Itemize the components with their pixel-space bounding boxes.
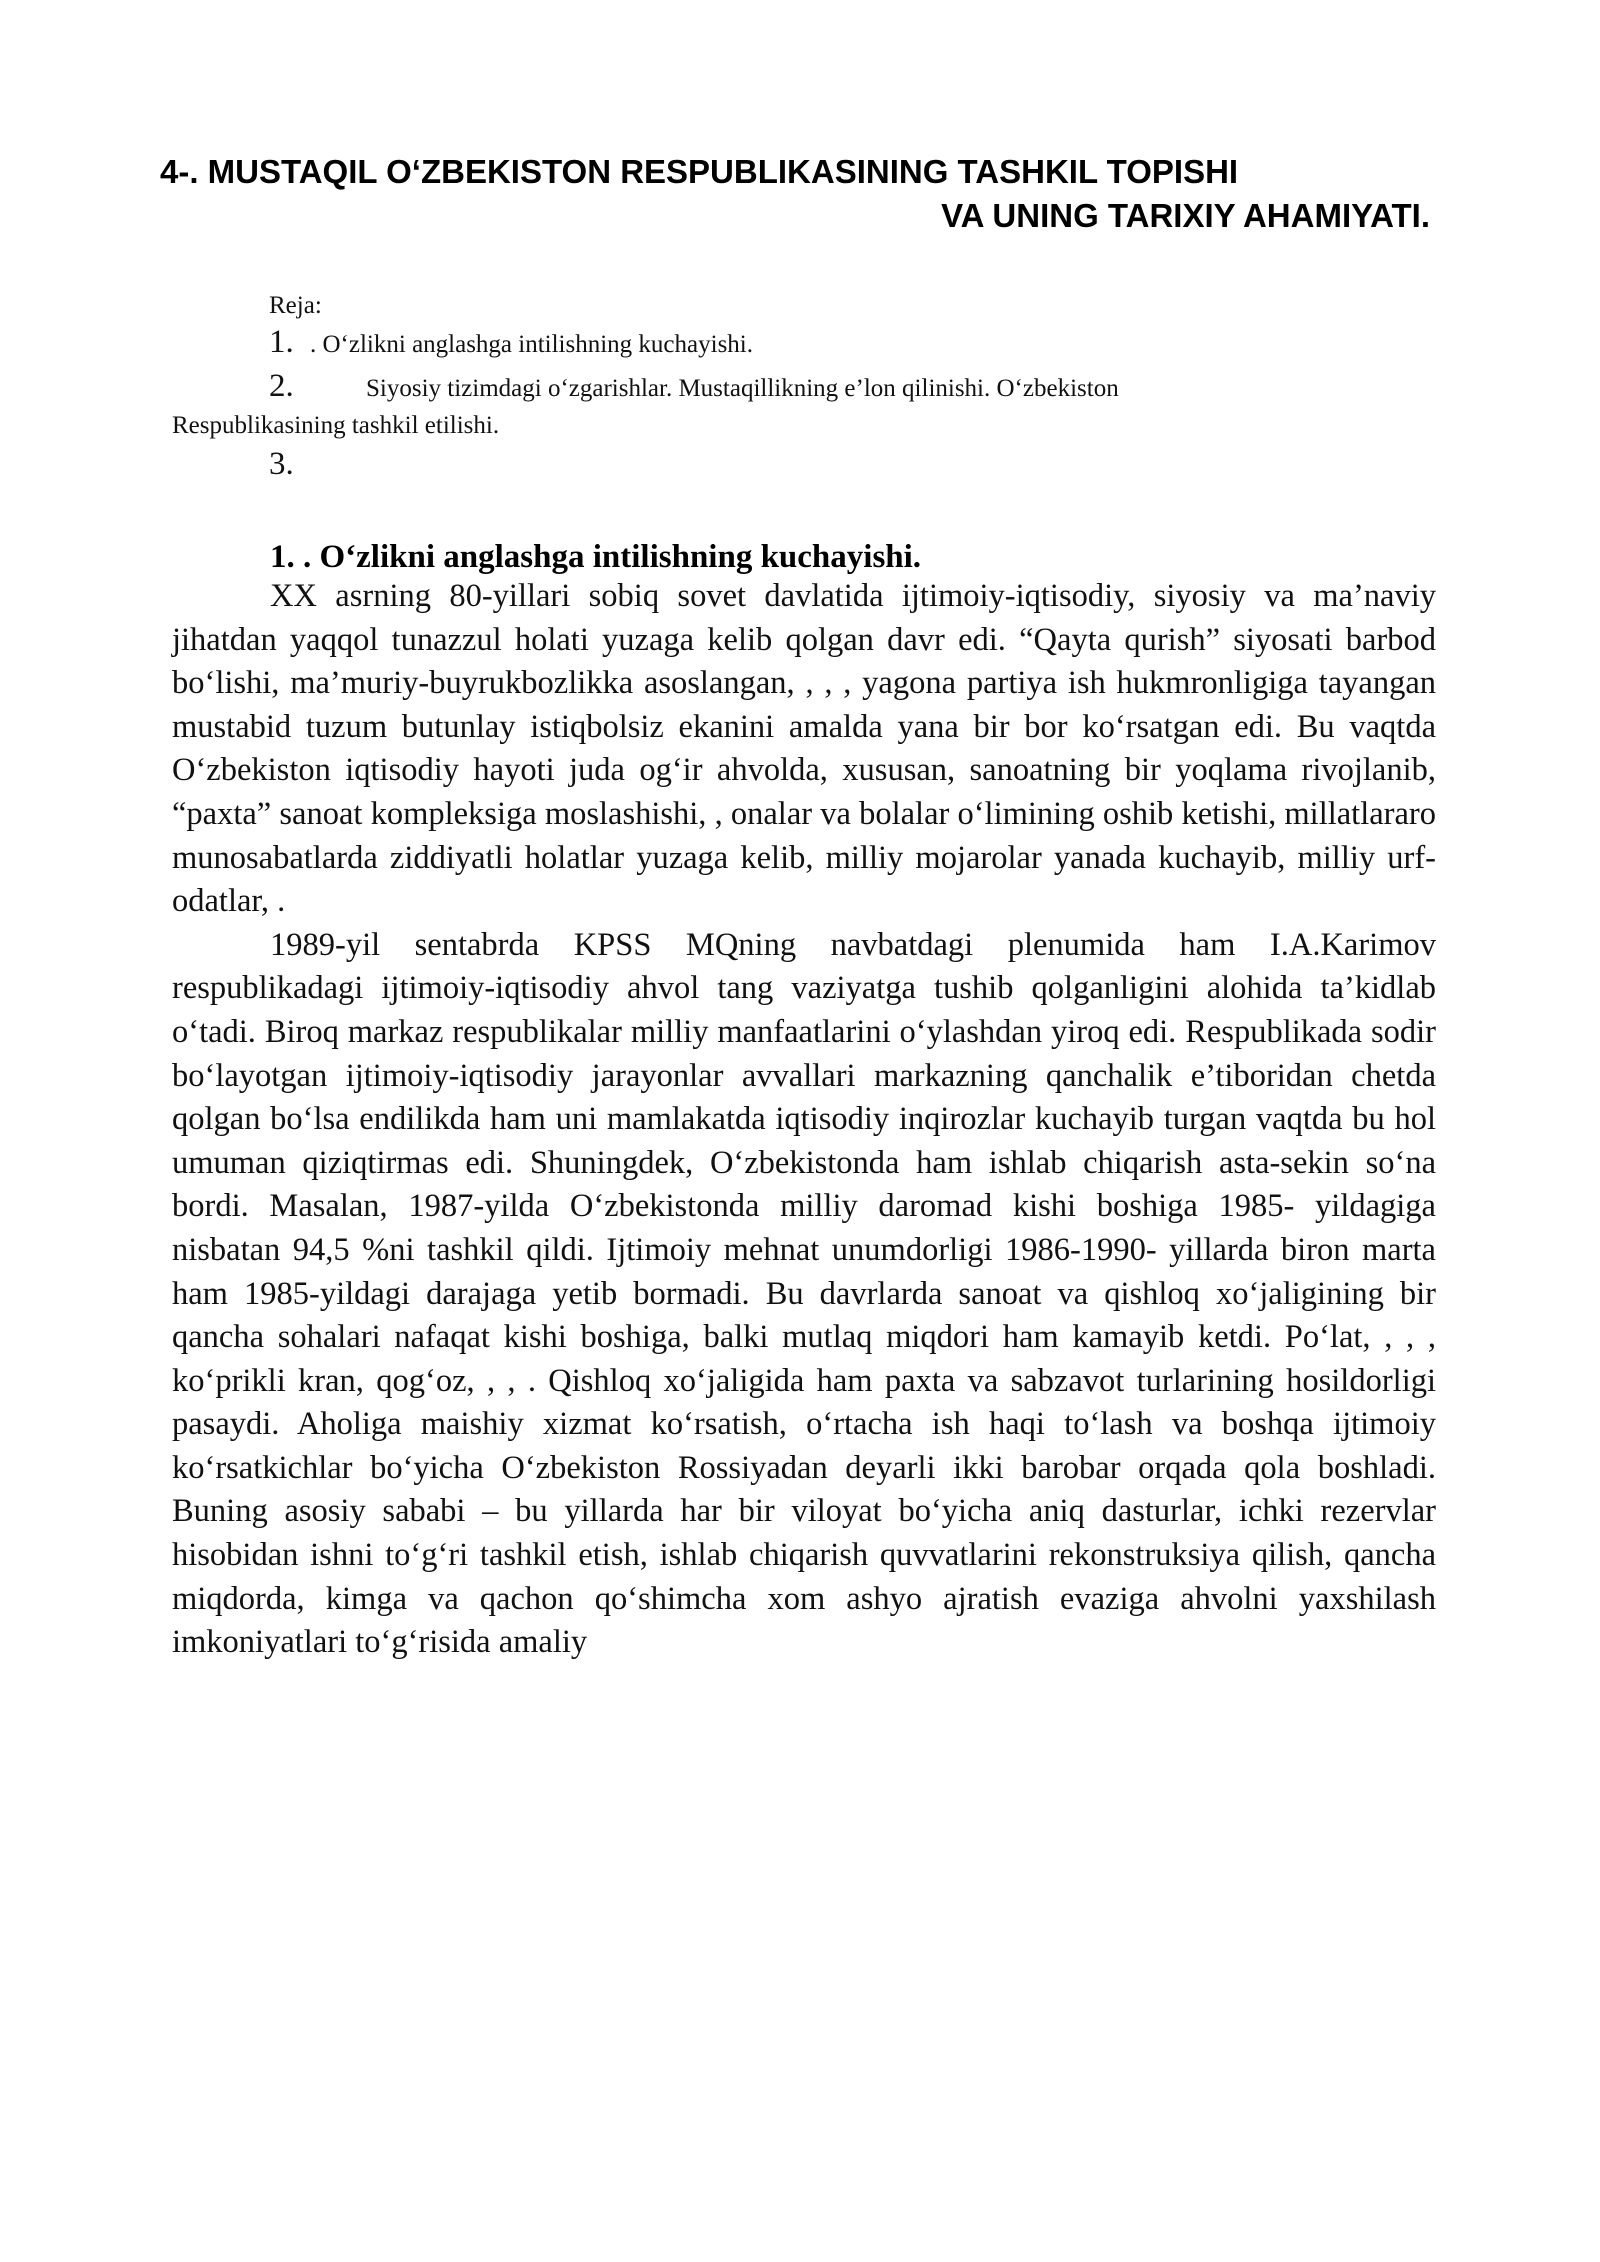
plan-item-number: 1. — [269, 324, 294, 360]
title-line-1: 4-. MUSTAQIL O‘ZBEKISTON RESPUBLIKASINING TASHKIL TOPISHI — [160, 153, 1239, 190]
section-heading: 1. . O‘zlikni anglashga intilishning kuchayishi. — [270, 539, 922, 575]
plan-item-text: Siyosiy tizimdagi o‘zgarishlar. Mustaqillikning e’lon qilinishi. O‘zbekiston — [366, 375, 1119, 402]
title-line-2: VA UNING TARIXIY AHAMIYATI. — [941, 197, 1430, 234]
plan-item-3 — [269, 446, 300, 483]
plan-label: Reja: — [269, 292, 322, 319]
plan-item-2 — [269, 368, 1119, 405]
paragraph-2: 1989-yil sentabrda KPSS MQning navbatdagi plenumida ham I.A.Karimov respublikadagi ijtimoiy-iqtisodiy ahvol tang vaziyatga tushib qolganligini alohida ta’kidlab o‘tadi. Biroq markaz respublikalar milliy manfaatlarini o‘ylashdan yiroq edi. Respublikada sodir bo‘layotgan ijtimoiy-iqtisodiy jarayonlar avvallari markazning qanchalik e’tiboridan chetda qolgan bo‘lsa endilikda ham uni mamlakatda iqtisodiy inqirozlar kuchayib turgan vaqtda bu hol umuman qiziqtirmas edi. Shuningdek, O‘zbekistonda ham ishlab chiqarish asta-sekin so‘na bordi. Masalan, 1987-yilda O‘zbekistonda milliy daromad kishi boshiga 1985- yildagiga nisbatan 94,5 %ni tashkil qildi. Ijtimoiy mehnat unumdorligi 1986-1990- yillarda biron marta ham 1985-yildagi darajaga yetib bormadi. Bu davrlarda sanoat va qishloq xo‘jaligining bir qancha sohalari nafaqat kishi boshiga, balki mutlaq miqdori ham kamayib ketdi. Po‘lat, , , , ko‘prikli kran, qog‘oz, , , . Qishloq xo‘jaligida ham paxta va sabzavot turlarining hosildorligi pasaydi. Aholiga maishiy xizmat ko‘rsatish, o‘rtacha ish haqi to‘lash va boshqa ijtimoiy ko‘rsatkichlar bo‘yicha O‘zbekiston Rossiyadan deyarli ikki barobar orqada qola boshladi. Buning asosiy sababi – bu yillarda har bir viloyat bo‘yicha aniq dasturlar, ichki rezervlar hisobidan ishni to‘g‘ri tashkil etish, ishlab chiqarish quvvatlarini rekonstruksiya qilish, qancha miqdorda, kimga va qachon qo‘shimcha xom ashyo ajratish evaziga ahvolni yaxshilash imkoniyatlari to‘g‘risida amaliy — [172, 926, 1436, 1661]
plan-item-2-continuation: Respublikasining tashkil etilishi. — [172, 412, 500, 439]
body-text — [172, 575, 1436, 1665]
paragraph-1: XX asrning 80-yillari sobiq sovet davlatida ijtimoiy-iqtisodiy, siyosiy va ma’naviy jihatdan yaqqol tunazzul holati yuzaga kelib qolgan davr edi. “Qayta qurish” siyosati barbod bo‘lishi, ma’muriy-buyrukbozlikka asoslangan, , , , yagona partiya ish hukmronligiga tayangan mustabid tuzum butunlay istiqbolsiz ekanini amalda yana bir bor ko‘rsatgan edi. Bu vaqtda O‘zbekiston iqtisodiy hayoti juda og‘ir ahvolda, xususan, sanoatning bir yoqlama rivojlanib, “paxta” sanoat kompleksiga moslashishi, , onalar va bolalar o‘limining oshib ketishi, millatlararo munosabatlarda ziddiyatli holatlar yuzaga kelib, milliy mojarolar yanada kuchayib, milliy urf-odatlar, . — [172, 578, 1436, 920]
plan-item-number: 2. — [269, 368, 294, 404]
document-title — [160, 150, 1430, 238]
plan-item-text: . O‘zlikni anglashga intilishning kuchayishi. — [310, 331, 753, 358]
plan-item-number: 3. — [269, 446, 294, 482]
plan-item-1 — [269, 324, 753, 361]
